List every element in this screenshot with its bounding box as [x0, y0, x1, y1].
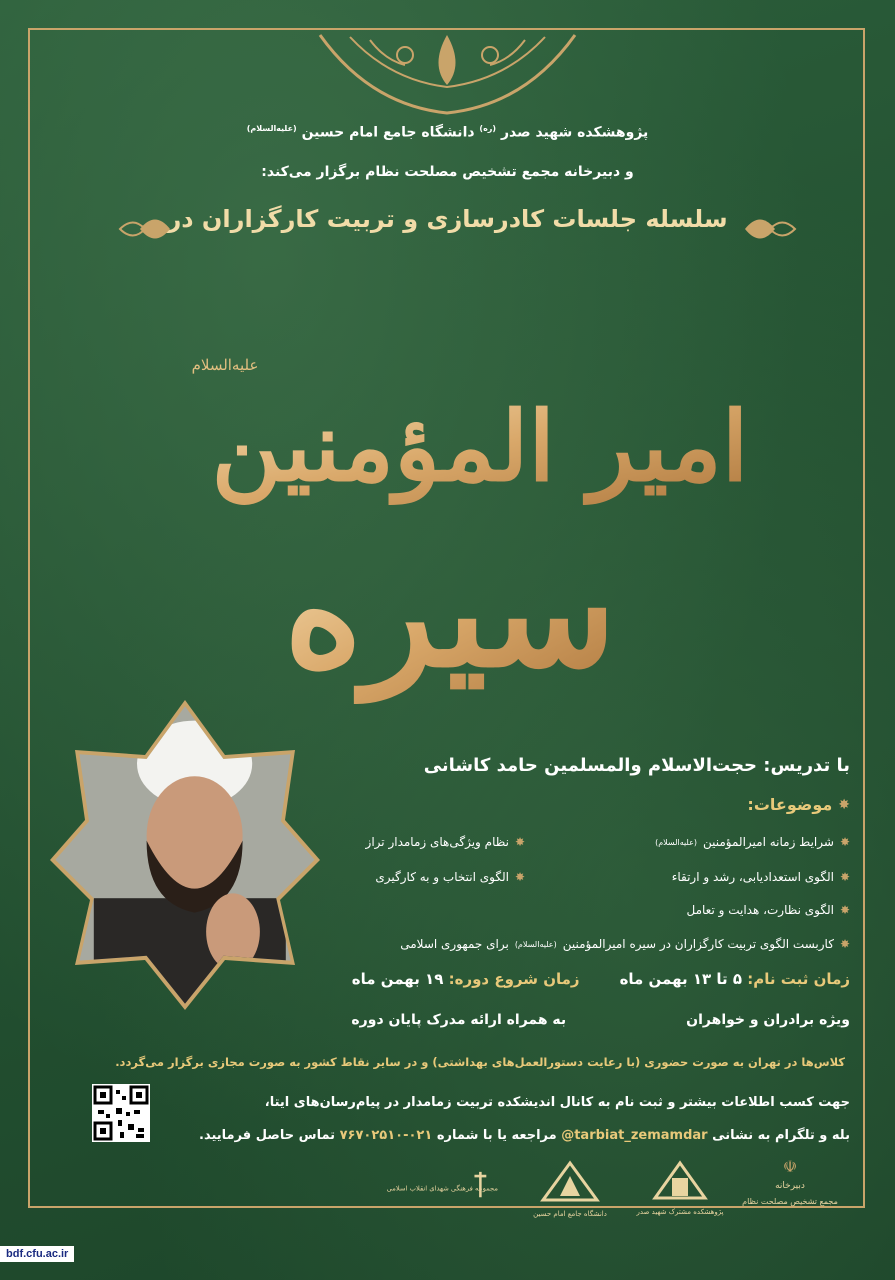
- logo-label: مجمع تشخیص مصلحت نظام: [742, 1197, 838, 1206]
- logo-expediency-council: [735, 1158, 845, 1228]
- topic-text: کاربست الگوی تربیت کارگزاران در سیره امیرالمؤمنین: [562, 937, 834, 951]
- star-bullet-icon: ✸: [839, 835, 850, 849]
- audience-text: ویژه برادران و خواهران: [686, 1012, 850, 1028]
- course-start: [352, 970, 580, 988]
- registration-label: زمان ثبت نام:: [747, 970, 850, 988]
- contact-text: تماس حاصل فرمایید.: [199, 1128, 336, 1143]
- footer-url: bdf.cfu.ac.ir: [0, 1246, 74, 1262]
- topic-item: [375, 870, 525, 884]
- star-bullet-icon: ✸: [839, 903, 850, 917]
- honorific-sup: (علیه‌السلام): [655, 837, 697, 847]
- contact-line-1: جهت کسب اطلاعات بیشتر و ثبت نام به کانال اندیشکده تربیت زمامدار در پیام‌رسان‌های ایتا،: [264, 1095, 850, 1110]
- registration-value: ۵ تا ۱۳ بهمن ماه: [619, 970, 743, 988]
- topic-item: [686, 903, 850, 917]
- star-bullet-icon: ✸: [839, 870, 850, 884]
- topic-text: الگوی انتخاب و به کارگیری: [375, 870, 509, 884]
- topics-heading: [747, 795, 850, 814]
- speaker-portrait: [50, 700, 320, 1010]
- star-bullet-icon: ✸: [514, 870, 525, 884]
- organizer-university: دانشگاه جامع امام حسین: [301, 124, 475, 141]
- logo-martyrs-cultural: [386, 1158, 510, 1228]
- logo-caption: دبیرخانه: [775, 1181, 805, 1191]
- topic-item-wide: [400, 937, 850, 951]
- star-bullet-icon: ✸: [514, 835, 525, 849]
- notice-text: کلاس‌ها در تهران به صورت حضوری (با رعایت دستورالعمل‌های بهداشتی) و در سایر نقاط کشور به صورت مجازی برگزار می‌گردد.: [115, 1055, 845, 1069]
- ornament-right-icon: [740, 208, 800, 250]
- topic-text: الگوی نظارت، هدایت و تعامل: [686, 903, 834, 917]
- topic-text: شرایط زمانه امیرالمؤمنین: [702, 835, 834, 849]
- organizer-institute: پژوهشکده شهید صدر: [500, 124, 649, 141]
- title-line-1: امیر المؤمنین: [211, 390, 749, 503]
- topics-heading-text: موضوعات:: [747, 795, 833, 814]
- organizer-line: [60, 124, 835, 141]
- logo-label: مجموعه فرهنگی شهدای انقلاب اسلامی: [386, 1184, 498, 1193]
- qr-code-icon: [92, 1084, 150, 1142]
- title-calligraphy: [150, 315, 750, 725]
- certificate-text: به همراه ارائه مدرک پایان دوره: [351, 1012, 567, 1028]
- logo-label: دانشگاه جامع امام حسین: [533, 1210, 607, 1218]
- teacher-name: با تدریس: حجت‌الاسلام والمسلمین حامد کاشانی: [423, 755, 850, 776]
- star-bullet-icon: ✸: [838, 796, 850, 813]
- logo-imam-hossein-university: [515, 1158, 625, 1228]
- title-honorific: علیه‌السلام: [191, 356, 259, 374]
- honorific-sup: (ره): [479, 124, 497, 133]
- contact-text: بله و تلگرام به نشانی: [712, 1128, 850, 1143]
- contact-text: مراجعه یا با شماره: [436, 1128, 557, 1143]
- emblem-icon: ☫: [782, 1157, 798, 1176]
- star-bullet-icon: ✸: [839, 937, 850, 951]
- topic-item: [672, 870, 850, 884]
- contact-line-2: [199, 1128, 850, 1143]
- honorific-sup: (علیه‌السلام): [246, 124, 297, 133]
- start-label: زمان شروع دوره:: [448, 970, 580, 988]
- topic-text: برای جمهوری اسلامی: [400, 937, 509, 951]
- topic-item: [655, 835, 850, 849]
- registration-period: [620, 970, 850, 988]
- title-line-2: سیره: [283, 525, 617, 701]
- top-arabesque-ornament: [310, 25, 585, 120]
- logo-label: پژوهشکده مشترک شهید صدر: [636, 1208, 724, 1216]
- start-value: ۱۹ بهمن ماه: [351, 970, 444, 988]
- channel-handle: tarbiat_zemamdar@: [561, 1128, 708, 1143]
- ornament-left-icon: [115, 208, 175, 250]
- topic-item: [366, 835, 525, 849]
- phone-number: ۰۲۱-۷۶۷۰۲۵۱۰: [339, 1128, 433, 1143]
- organizer-line-2: و دبیرخانه مجمع تشخیص مصلحت نظام برگزار می‌کند:: [261, 164, 634, 180]
- registration-line: [352, 970, 850, 988]
- topic-text: نظام ویژگی‌های زمامدار تراز: [365, 835, 509, 849]
- topic-text: الگوی استعدادیابی، رشد و ارتقاء: [671, 870, 834, 884]
- series-subtitle: سلسله جلسات کادرسازی و تربیت کارگزاران در: [167, 205, 728, 233]
- info-line: [351, 1012, 850, 1028]
- honorific-sup: (علیه‌السلام): [514, 939, 557, 949]
- logo-shahid-sadr: [625, 1158, 735, 1228]
